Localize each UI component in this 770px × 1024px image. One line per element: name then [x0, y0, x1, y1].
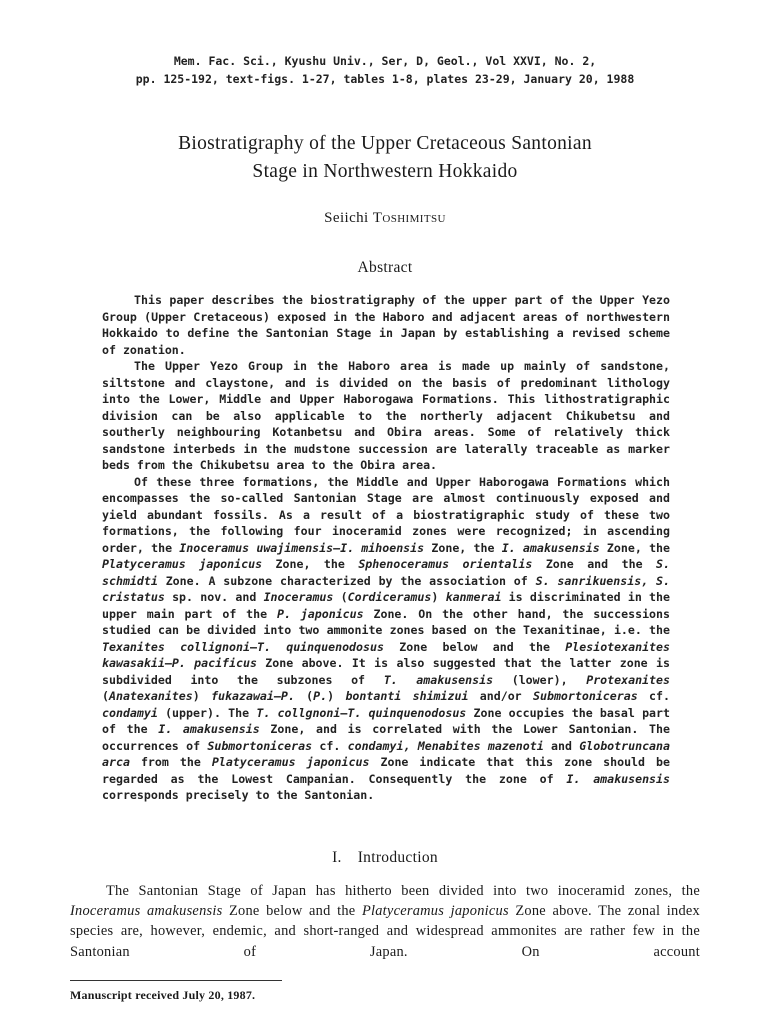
author-family-name: Toshimitsu — [372, 210, 446, 226]
abstract-body — [102, 292, 670, 804]
italic-term: Protexanites — [586, 672, 670, 687]
italic-term: I. amakusensis — [158, 722, 260, 736]
italic-term: bontanti shimizui — [345, 689, 469, 703]
footnote-divider — [70, 980, 282, 981]
title-line-1: Biostratigraphy of the Upper Cretaceous Santonian — [178, 133, 592, 154]
section-heading-introduction — [0, 849, 770, 867]
section-number: I. — [332, 849, 342, 866]
paper-title — [0, 130, 770, 186]
abstract-paragraph-1: This paper describes the biostratigraphy of the upper part of the Upper Yezo Group (Upper Cretaceous) exposed in the Haboro and adjacent areas of northwestern Hokkaido to define the Santonian Stage in Japan by establishing a revised scheme of zonation. — [102, 293, 670, 357]
italic-term: Inoceramus — [263, 590, 334, 604]
italic-term: Texanites collignoni — [102, 639, 250, 654]
abstract-paragraph-3: Of these three formations, the Middle and Upper Haborogawa Formations which encompasses the so-called Santonian Stage are almost continuously exposed and yield abundant fossils. As a result of a biostratigraphic study of these two formations, the following four inoceramid zones were recognized; in ascending order, the Inoceramus uwajimensis—I. mihoensis Zone, the I. amakusensis Zone, the Platyceramus japonicus Zone, the Sphenoceramus orientalis Zone and the S. schmidti Zone. A subzone characterized by the association of S. sanrikuensis, S. cristatus sp. nov. and Inoceramus (Cordiceramus) kanmerai is discriminated in the upper main part of the P. japonicus Zone. On the other hand, the successions studied can be divided into two ammonite zones based on the Texanitinae, i.e. the Texanites collignoni—T. quinquenodosus Zone below and the Plesiotexanites kawasakii—P. pacificus Zone above. It is also suggested that the latter zone is subdivided into the subzones of T. amakusensis (lower), Protexanites (Anatexanites) fukazawai—P. (P.) bontanti shimizui and/or Submortoniceras cf. condamyi (upper). The T. collgnoni—T. quinquenodosus Zone occupies the basal part of the I. amakusensis Zone, and is correlated with the Lower Santonian. The occurrences of Submortoniceras cf. condamyi, Menabites mazenoti and Globotruncana arca from the Platyceramus japonicus Zone indicate that this zone should be regarded as the Lowest Campanian. Consequently the zone of I. amakusensis corresponds precisely to the Santonian. — [102, 474, 671, 802]
italic-term: I. mihoensis — [340, 540, 425, 555]
italic-term: condamyi — [102, 705, 158, 720]
italic-term: T. quinquenodosus — [256, 639, 384, 654]
italic-term: I. amakusensis — [566, 771, 670, 786]
italic-term: Platyceramus japonicus — [211, 755, 370, 769]
italic-term: Sphenoceramus orientalis — [358, 557, 533, 571]
title-line-2: Stage in Northwestern Hokkaido — [252, 161, 518, 182]
italic-term: T. collgnoni — [256, 705, 341, 720]
italic-term: fukazawai — [211, 689, 274, 703]
italic-term: Globotruncana arca — [102, 738, 670, 769]
introduction-paragraph-1: The Santonian Stage of Japan has hitherto been divided into two inoceramid zones, the Inoceramus amakusensis Zone below and the Platyceramus japonicus Zone above. The zonal index species are, however, endemic, and short-ranged and widespread ammonites are rather few in the Santonian of Japan. On account — [70, 883, 700, 960]
section-title: Introduction — [357, 849, 438, 866]
italic-term: Platyceramus japonicus — [361, 903, 509, 920]
italic-term: T. amakusensis — [383, 672, 494, 687]
journal-citation — [0, 52, 770, 88]
italic-term: kanmerai — [445, 590, 502, 604]
italic-term: Inoceramus amakusensis — [70, 903, 223, 920]
italic-term: P. — [313, 689, 328, 703]
author-name — [0, 210, 770, 227]
citation-line-1: Mem. Fac. Sci., Kyushu Univ., Ser, D, Geol., Vol XXVI, No. 2, — [173, 54, 597, 68]
italic-term: S. sanrikuensis, S. cristatus — [102, 573, 670, 604]
italic-term: Cordiceramus — [347, 590, 432, 604]
italic-term: Inoceramus uwajimensis — [179, 540, 334, 555]
footnote: Manuscript received July 20, 1987. — [70, 988, 256, 1002]
italic-term: condamyi, Menabites mazenoti — [347, 738, 544, 753]
italic-term: P. — [280, 689, 295, 703]
italic-term: P. pacificus — [171, 656, 257, 670]
introduction-body — [70, 881, 700, 962]
italic-term: Plesiotexanites kawasakii — [102, 639, 670, 670]
italic-term: P. japonicus — [276, 606, 364, 621]
italic-term: Anatexanites — [108, 689, 193, 703]
abstract-paragraph-2: The Upper Yezo Group in the Haboro area is made up mainly of sandstone, siltstone and claystone, and is divided on the basis of predominant lithology into the Lower, Middle and Upper Haborogawa Formations. This lithostratigraphic division can be also applicable to the northerly adjacent Chikubetsu and southerly neighbouring Kotanbetsu and Obira areas. Some of relatively thick sandstone interbeds in the mudstone succession are laterally traceable as marker beds from the Chikubetsu area to the Obira area. — [102, 359, 670, 472]
italic-term: T. quinquenodosus — [347, 705, 467, 720]
citation-line-2: pp. 125-192, text-figs. 1-27, tables 1-8, plates 23-29, January 20, 1988 — [135, 72, 635, 86]
author-given-name: Seiichi — [324, 210, 369, 226]
italic-term: S. schmidti — [102, 557, 670, 588]
abstract-heading: Abstract — [357, 259, 413, 276]
italic-term: Submortoniceras — [207, 738, 313, 753]
italic-term: Submortoniceras — [533, 689, 638, 703]
italic-term: Platyceramus japonicus — [102, 557, 263, 571]
italic-term: I. amakusensis — [501, 540, 600, 555]
